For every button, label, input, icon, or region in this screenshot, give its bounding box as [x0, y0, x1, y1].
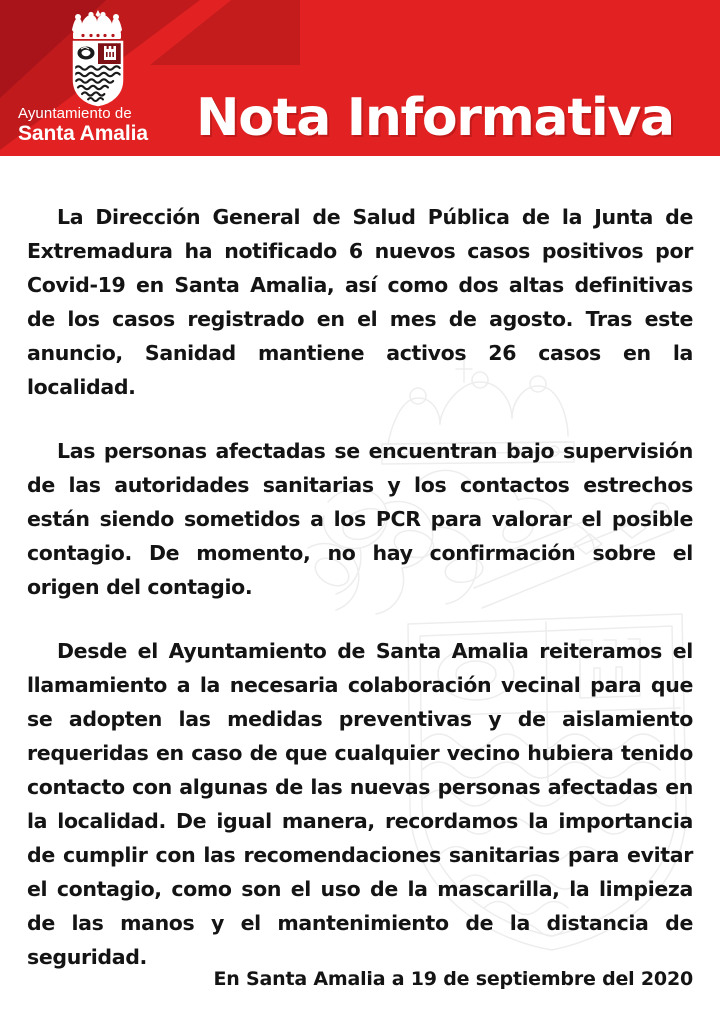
municipality-line1: Ayuntamiento de [18, 105, 132, 122]
paragraph-text: Las personas afectadas se encuentran bajo supervisión de las autoridades sanitarias y los contactos estrechos están siendo sometidos a los PCR para valorar el posible contagio. De momento, no hay confirmación sobre el origen del contagio. [27, 439, 693, 599]
footer-date-line: En Santa Amalia a 19 de septiembre del 2020 [213, 968, 693, 990]
municipality-wordmark [18, 106, 148, 144]
municipality-line2: Santa Amalia [18, 122, 148, 145]
paragraph-text: Desde el Ayuntamiento de Santa Amalia reiteramos el llamamiento a la necesaria colaboración vecinal para que se adopten las medidas preventivas y de aislamiento requeridas en caso de que cualquier vecino hubiera tenido contacto con algunas de las nuevas personas afectadas en la localidad. De igual manera, recordamos la importancia de cumplir con las recomendaciones sanitarias para evitar el contagio, como son el uso de la mascarilla, la limpieza de las manos y el mantenimiento de la distancia de seguridad. [27, 639, 693, 969]
banner-facet-shape [150, 0, 300, 65]
paragraph [27, 634, 693, 974]
paragraph [27, 434, 693, 604]
page-title: Nota Informativa [196, 88, 674, 148]
paragraph [27, 200, 693, 404]
paragraph-text: La Dirección General de Salud Pública de la Junta de Extremadura ha notificado 6 nuevos casos positivos por Covid-19 en Santa Amalia, así como dos altas definitivas de los casos registrado en el mes de agosto. Tras este anuncio, Sanidad mantiene activos 26 casos en la localidad. [27, 205, 693, 399]
header-banner [0, 0, 720, 156]
document-body [27, 200, 693, 996]
coat-of-arms-icon [61, 6, 135, 108]
